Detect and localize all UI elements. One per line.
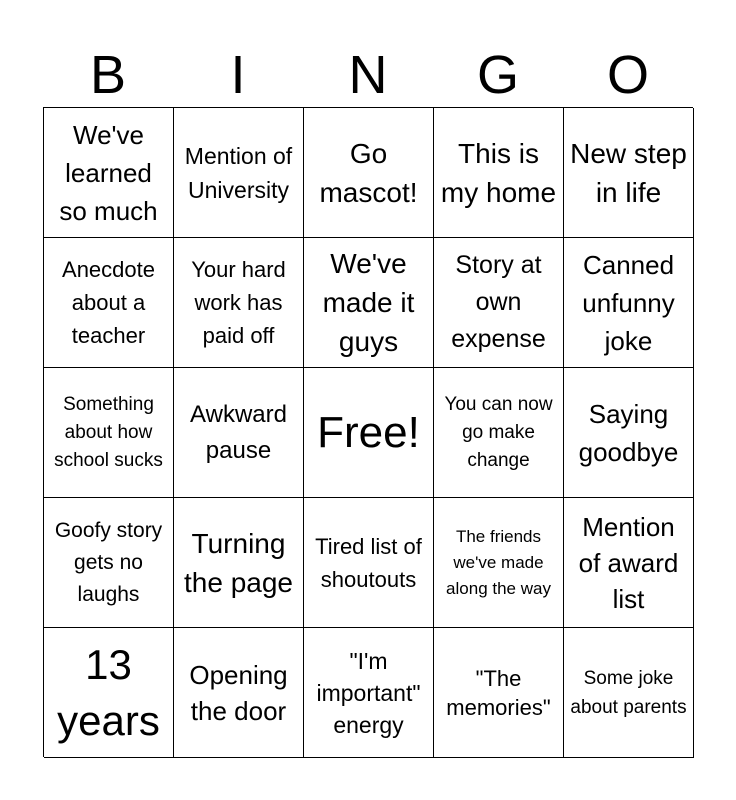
bingo-cell-text: Canned unfunny joke [582, 249, 675, 356]
bingo-cell[interactable] [434, 368, 564, 498]
bingo-cell-text: "The memories" [446, 665, 551, 720]
bingo-cell[interactable] [44, 108, 174, 238]
bingo-cell[interactable] [434, 628, 564, 758]
bingo-cell-text: Opening the door [189, 659, 288, 726]
bingo-cell-text: Story at own expense [451, 251, 546, 353]
bingo-cell[interactable] [44, 498, 174, 628]
bingo-free-cell[interactable] [304, 368, 434, 498]
bingo-cell[interactable] [304, 498, 434, 628]
bingo-cell[interactable] [304, 238, 434, 368]
bingo-cell-text: Mention of University [184, 142, 293, 203]
bingo-cell-text: Free! [317, 407, 420, 457]
bingo-cell-text: Go mascot! [319, 137, 418, 208]
bingo-cell-text: Awkward pause [190, 400, 287, 464]
bingo-cell-text: You can now go make change [444, 393, 553, 471]
bingo-cell[interactable] [564, 628, 694, 758]
bingo-cell-text: Something about how school sucks [54, 393, 163, 471]
bingo-cell-text: Mention of award list [578, 511, 679, 614]
bingo-cell[interactable] [434, 498, 564, 628]
bingo-cell[interactable] [434, 108, 564, 238]
bingo-card-grid [43, 107, 693, 757]
header-letter-o: O [606, 45, 649, 105]
bingo-cell[interactable] [304, 108, 434, 238]
bingo-header [43, 42, 693, 108]
bingo-cell[interactable] [564, 368, 694, 498]
bingo-cell-text: Saying goodbye [578, 398, 679, 467]
header-letter-n: N [348, 45, 388, 105]
bingo-cell-text: Some joke about parents [570, 667, 687, 718]
bingo-cell-text: Goofy story gets no laughs [54, 518, 163, 606]
header-letter-g: G [476, 45, 519, 105]
bingo-cell[interactable] [564, 108, 694, 238]
bingo-cell[interactable] [304, 628, 434, 758]
bingo-cell[interactable] [174, 108, 304, 238]
bingo-cell[interactable] [44, 368, 174, 498]
bingo-cell-text: Your hard work has paid off [191, 257, 286, 348]
bingo-cell[interactable] [564, 498, 694, 628]
bingo-cell-text: Tired list of shoutouts [315, 533, 422, 592]
bingo-cell-text: We've made it guys [322, 248, 415, 357]
bingo-cell-text: The friends we've made along the way [446, 526, 551, 598]
bingo-cell[interactable] [564, 238, 694, 368]
bingo-cell[interactable] [174, 238, 304, 368]
bingo-cell[interactable] [174, 628, 304, 758]
bingo-cell-text: We've learned so much [59, 119, 158, 226]
bingo-cell-text: Anecdote about a teacher [62, 257, 155, 348]
bingo-cell[interactable] [44, 238, 174, 368]
bingo-cell[interactable] [44, 628, 174, 758]
bingo-cell-text: "I'm important" energy [316, 647, 421, 738]
bingo-cell-text: 13 years [57, 640, 160, 744]
header-letter-b: B [89, 45, 127, 105]
bingo-cell-text: This is my home [440, 137, 557, 208]
bingo-cell-text: Turning the page [184, 527, 293, 598]
header-letter-i: I [230, 45, 246, 105]
bingo-cell-text: New step in life [570, 137, 687, 208]
bingo-cell[interactable] [434, 238, 564, 368]
bingo-cell[interactable] [174, 368, 304, 498]
bingo-cell[interactable] [174, 498, 304, 628]
